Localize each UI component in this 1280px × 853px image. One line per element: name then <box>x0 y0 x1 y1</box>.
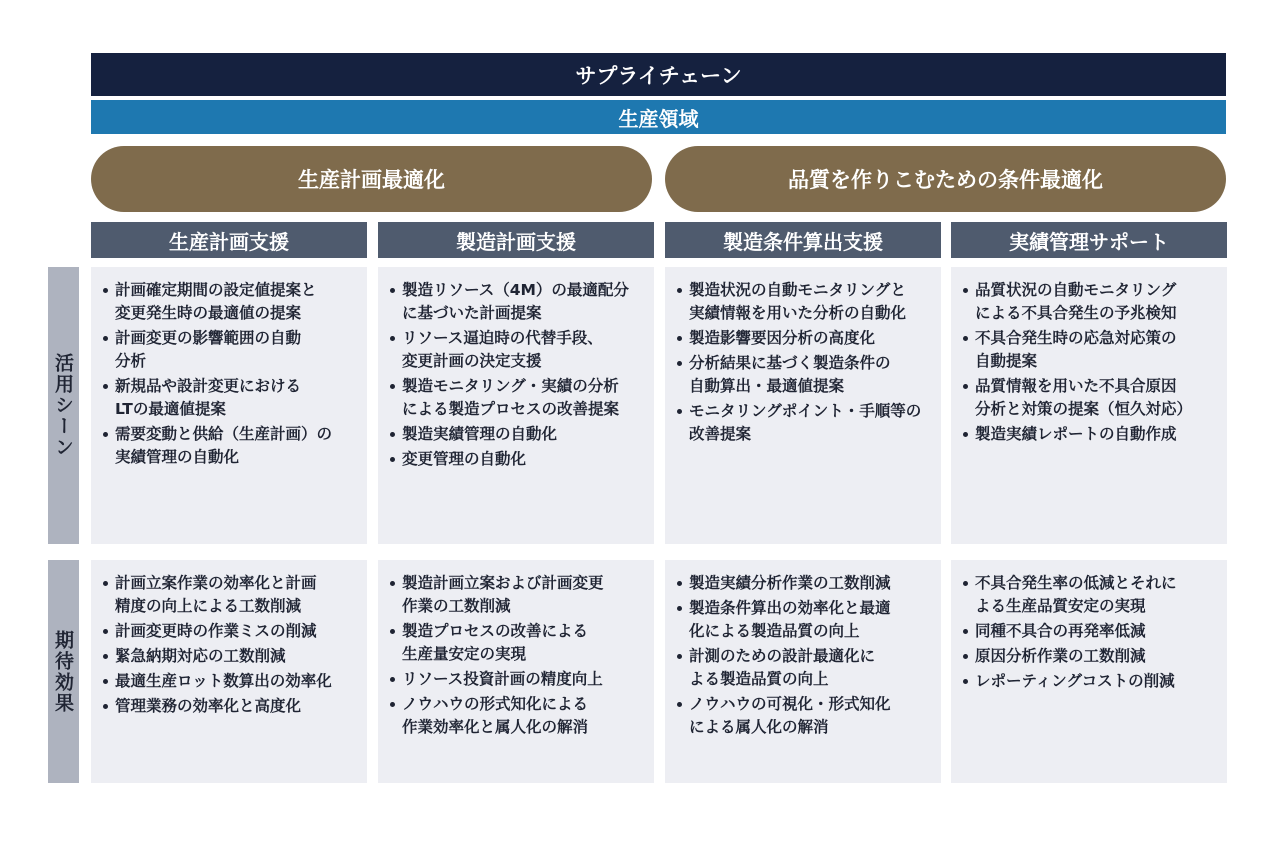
column-header-condition-calc: 製造条件算出支援 <box>665 222 941 258</box>
bullet-item: 計画確定期間の設定値提案と 変更発生時の最適値の提案 <box>101 279 359 325</box>
bullet-item: 分析結果に基づく製造条件の 自動算出・最適値提案 <box>675 352 933 398</box>
bullet-item: 計測のための設計最適化に よる製造品質の向上 <box>675 645 933 691</box>
bullet-item: 製造プロセスの改善による 生産量安定の実現 <box>388 620 646 666</box>
expected-effect-cell <box>378 560 654 783</box>
bullet-item: 計画変更の影響範囲の自動 分析 <box>101 327 359 373</box>
row-label-text: 活用シーン <box>52 353 74 458</box>
bullet-item: 緊急納期対応の工数削減 <box>101 645 359 668</box>
bullet-item: 需要変動と供給（生産計画）の 実績管理の自動化 <box>101 423 359 469</box>
bullet-item: 品質状況の自動モニタリング による不具合発生の予兆検知 <box>961 279 1219 325</box>
bullet-item: 製造実績管理の自動化 <box>388 423 646 446</box>
expected-effect-cell <box>91 560 367 783</box>
bullet-item: 同種不具合の再発率低減 <box>961 620 1219 643</box>
supply-chain-bar: サプライチェーン <box>91 53 1226 96</box>
row-label-text: 期待効果 <box>52 629 74 714</box>
bullet-item: ノウハウの形式知化による 作業効率化と属人化の解消 <box>388 693 646 739</box>
bullet-item: ノウハウの可視化・形式知化 による属人化の解消 <box>675 693 933 739</box>
bullet-item: 製造条件算出の効率化と最適 化による製造品質の向上 <box>675 597 933 643</box>
bullet-item: 製造実績レポートの自動作成 <box>961 423 1219 446</box>
row-label-expected-effect <box>48 560 79 783</box>
use-scene-cell <box>951 267 1227 544</box>
column-header-results-support: 実績管理サポート <box>951 222 1227 258</box>
bullet-item: 製造影響要因分析の高度化 <box>675 327 933 350</box>
bullet-item: リソース投資計画の精度向上 <box>388 668 646 691</box>
expected-effect-cell <box>665 560 941 783</box>
bullet-item: レポーティングコストの削減 <box>961 670 1219 693</box>
bullet-item: 新規品や設計変更における LTの最適値提案 <box>101 375 359 421</box>
column-header-production-plan: 生産計画支援 <box>91 222 367 258</box>
bullet-item: 変更管理の自動化 <box>388 448 646 471</box>
bullet-item: 製造リソース（4M）の最適配分 に基づいた計画提案 <box>388 279 646 325</box>
bullet-item: 不具合発生率の低減とそれに よる生産品質安定の実現 <box>961 572 1219 618</box>
bullet-item: 製造モニタリング・実績の分析 による製造プロセスの改善提案 <box>388 375 646 421</box>
column-header-manufacturing-plan: 製造計画支援 <box>378 222 654 258</box>
bullet-item: リソース逼迫時の代替手段、 変更計画の決定支援 <box>388 327 646 373</box>
bullet-item: 製造実績分析作業の工数削減 <box>675 572 933 595</box>
category-quality-conditions: 品質を作りこむための条件最適化 <box>665 146 1226 212</box>
bullet-item: 計画変更時の作業ミスの削減 <box>101 620 359 643</box>
bullet-item: 計画立案作業の効率化と計画 精度の向上による工数削減 <box>101 572 359 618</box>
bullet-item: 製造状況の自動モニタリングと 実績情報を用いた分析の自動化 <box>675 279 933 325</box>
expected-effect-cell <box>951 560 1227 783</box>
bullet-item: 製造計画立案および計画変更 作業の工数削減 <box>388 572 646 618</box>
use-scene-cell <box>665 267 941 544</box>
bullet-item: 最適生産ロット数算出の効率化 <box>101 670 359 693</box>
bullet-item: 管理業務の効率化と高度化 <box>101 695 359 718</box>
use-scene-cell <box>378 267 654 544</box>
bullet-item: モニタリングポイント・手順等の 改善提案 <box>675 400 933 446</box>
bullet-item: 不具合発生時の応急対応策の 自動提案 <box>961 327 1219 373</box>
bullet-item: 品質情報を用いた不具合原因 分析と対策の提案（恒久対応） <box>961 375 1219 421</box>
category-production-planning: 生産計画最適化 <box>91 146 652 212</box>
row-label-use-scene <box>48 267 79 544</box>
bullet-item: 原因分析作業の工数削減 <box>961 645 1219 668</box>
production-domain-bar: 生産領域 <box>91 100 1226 134</box>
use-scene-cell <box>91 267 367 544</box>
